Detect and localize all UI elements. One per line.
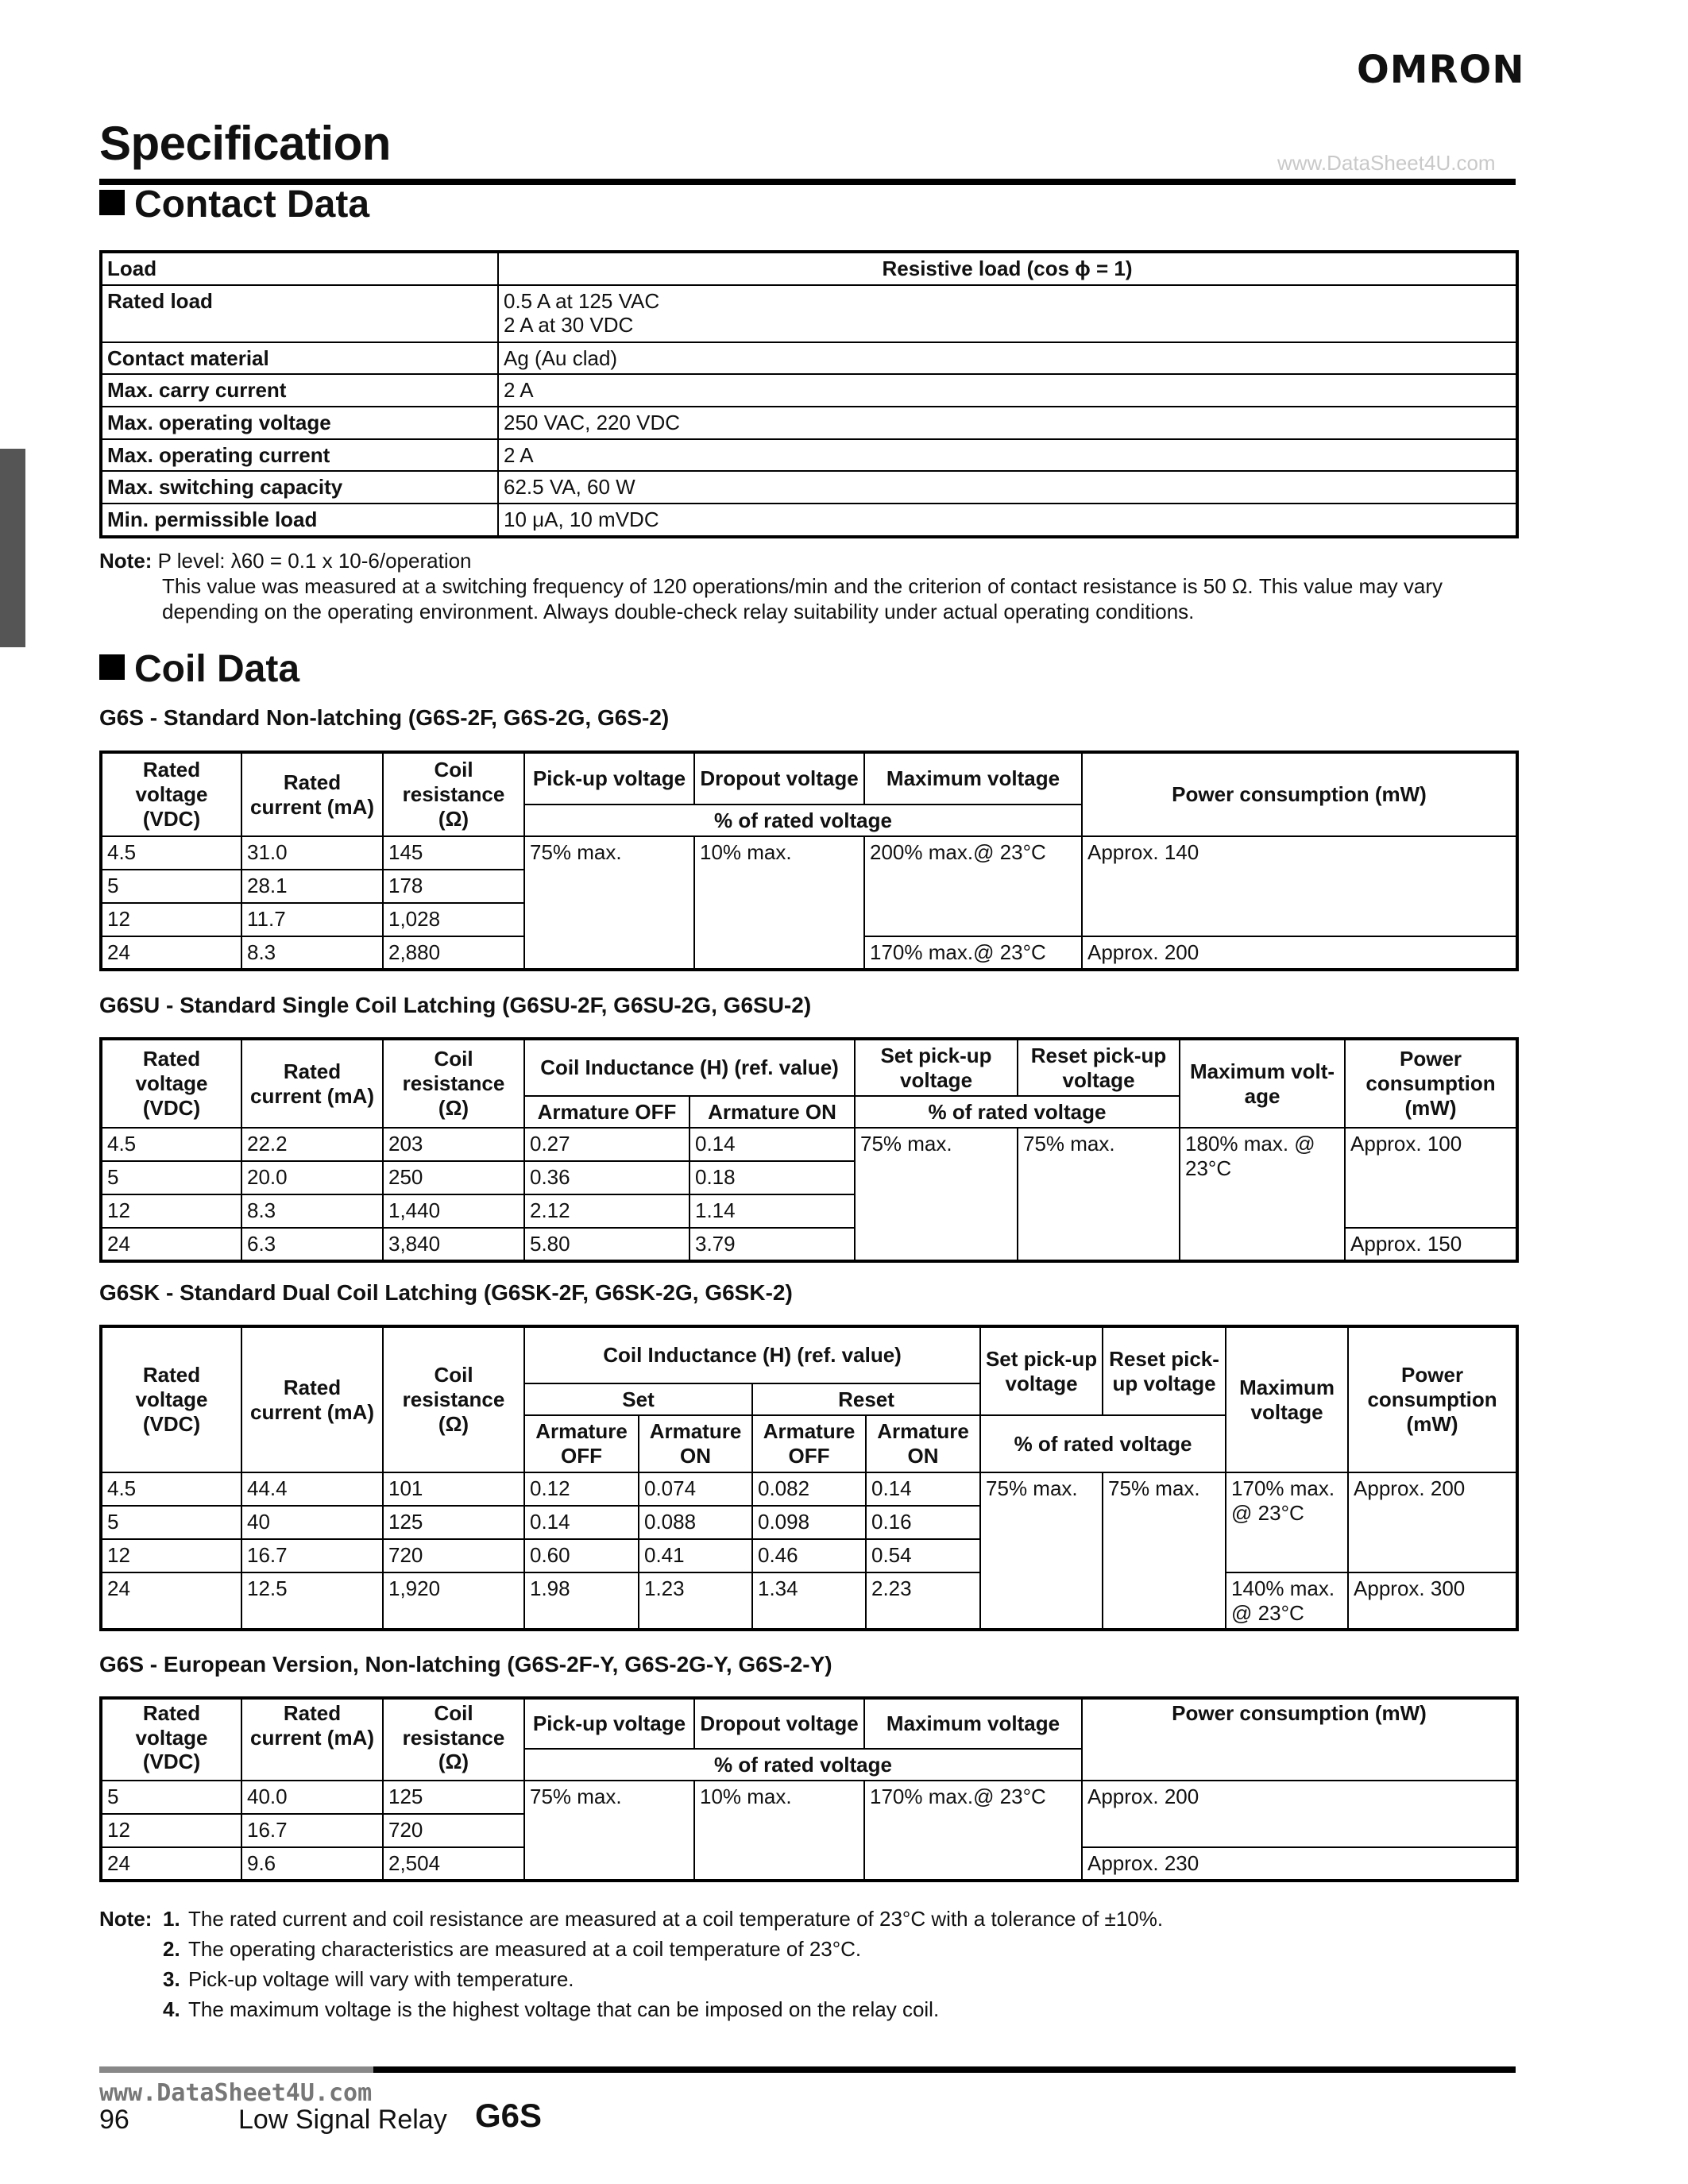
note-item (99, 1997, 1163, 2027)
table-cell: 1.23 (639, 1572, 752, 1630)
header-pickup-voltage: Pick-up voltage (524, 1698, 694, 1749)
header-coil-resistance: Coil resistance (Ω) (383, 752, 524, 836)
table-cell: 12 (101, 1194, 241, 1228)
note-text: The operating characteristics are measured at a coil temperature of 23°C. (188, 1937, 862, 1961)
table-cell: Contact material (101, 342, 498, 375)
footer-model: G6S (475, 2097, 543, 2134)
pickup-cell: 75% max. (524, 836, 694, 970)
table-cell: 24 (101, 1572, 241, 1630)
note-number: 2. (163, 1937, 180, 1961)
note-item (99, 1936, 1163, 1966)
watermark-top[interactable]: www.DataSheet4U.com (1277, 151, 1496, 175)
page-title: Specification (99, 117, 391, 170)
table-cell: 28.1 (241, 870, 383, 903)
rated-load-line-2: 2 A at 30 VDC (504, 313, 634, 338)
table-row (101, 1128, 1517, 1161)
table-row (101, 407, 1517, 439)
table-cell: 125 (383, 1781, 524, 1814)
table-row (101, 504, 1517, 537)
square-bullet-icon (99, 190, 125, 215)
table-cell: 145 (383, 836, 524, 870)
contact-data-heading-text: Contact Data (134, 183, 370, 226)
table-cell: 1,028 (383, 903, 524, 936)
header-reset-pickup: Reset pick-up voltage (1018, 1039, 1180, 1096)
note-item (99, 1906, 1163, 1936)
header-armature-off: Armature OFF (752, 1415, 866, 1472)
table-row (101, 285, 1517, 342)
max-voltage-cell: 170% max.@ 23°C (864, 1781, 1082, 1881)
table-cell: Max. operating current (101, 439, 498, 472)
reset-pickup-cell: 75% max. (1103, 1472, 1226, 1630)
table-cell: Max. carry current (101, 374, 498, 407)
g6sk-table (99, 1325, 1519, 1631)
header-rated-current: Rated current (mA) (241, 1039, 383, 1128)
note-text: The rated current and coil resistance are measured at a coil temperature of 23°C with a tolerance of ±10%. (188, 1907, 1164, 1931)
header-maximum-voltage: Maximum voltage (1226, 1326, 1348, 1472)
note-number: 4. (163, 1997, 180, 2021)
table-cell: 1,440 (383, 1194, 524, 1228)
note-line-1: P level: λ60 = 0.1 x 10-6/operation (157, 549, 472, 573)
table-cell: 11.7 (241, 903, 383, 936)
header-percent-rated: % of rated voltage (980, 1415, 1226, 1472)
omron-logo: OMRON (1357, 48, 1525, 92)
table-cell: 12 (101, 903, 241, 936)
max-voltage-cell: 170% max. @ 23°C (1226, 1472, 1348, 1572)
table-cell: Rated load (101, 285, 498, 342)
table-cell: 8.3 (241, 936, 383, 970)
header-power-consumption: Power consumption (mW) (1345, 1039, 1517, 1128)
bottom-rule-accent (99, 2066, 373, 2073)
note-text: The maximum voltage is the highest voltage that can be imposed on the relay coil. (188, 1997, 940, 2021)
table-cell: 5.80 (524, 1228, 689, 1261)
header-power-consumption: Power consumption (mW) (1348, 1326, 1517, 1472)
table-cell: 5 (101, 870, 241, 903)
table-cell: 203 (383, 1128, 524, 1161)
contact-data-heading (99, 183, 369, 226)
g6s-european-table (99, 1696, 1519, 1882)
table-cell: 4.5 (101, 836, 241, 870)
max-voltage-cell: 180% max. @ 23°C (1180, 1128, 1345, 1261)
header-coil-resistance: Coil resistance (Ω) (383, 1326, 524, 1472)
g6s-standard-subheading: G6S - Standard Non-latching (G6S-2F, G6S-2G, G6S-2) (99, 705, 670, 730)
header-percent-rated: % of rated voltage (524, 1749, 1082, 1781)
table-cell: 0.36 (524, 1161, 689, 1194)
table-cell: 0.46 (752, 1539, 866, 1572)
header-reset: Reset (752, 1383, 980, 1415)
header-dropout-voltage: Dropout voltage (694, 752, 864, 805)
table-cell: 1.34 (752, 1572, 866, 1630)
table-cell: 2,504 (383, 1847, 524, 1881)
power-cell: Approx. 140 (1082, 836, 1517, 936)
table-cell: 6.3 (241, 1228, 383, 1261)
header-set-pickup: Set pick-up voltage (855, 1039, 1018, 1096)
max-voltage-cell: 140% max. @ 23°C (1226, 1572, 1348, 1630)
table-row (101, 342, 1517, 375)
header-rated-voltage: Rated voltage (VDC) (101, 1039, 241, 1128)
table-cell: 178 (383, 870, 524, 903)
contact-note (99, 548, 472, 573)
header-dropout-voltage: Dropout voltage (694, 1698, 864, 1749)
table-cell: 1,920 (383, 1572, 524, 1630)
table-cell: 0.14 (524, 1506, 639, 1539)
header-armature-off: Armature OFF (524, 1096, 689, 1128)
max-voltage-cell: 200% max.@ 23°C (864, 836, 1082, 936)
table-cell: 0.16 (866, 1506, 980, 1539)
table-cell: 44.4 (241, 1472, 383, 1506)
table-row (101, 836, 1517, 870)
max-voltage-cell: 170% max.@ 23°C (864, 936, 1082, 970)
table-cell: 12 (101, 1539, 241, 1572)
dropout-cell: 10% max. (694, 1781, 864, 1881)
header-armature-on: Armature ON (866, 1415, 980, 1472)
header-coil-inductance: Coil Inductance (H) (ref. value) (524, 1326, 980, 1383)
table-cell: 3.79 (689, 1228, 855, 1261)
header-maximum-voltage: Maximum voltage (864, 752, 1082, 805)
header-rated-voltage: Rated voltage (VDC) (101, 1326, 241, 1472)
table-cell: 0.41 (639, 1539, 752, 1572)
table-header-row (101, 1698, 1517, 1749)
table-cell: 24 (101, 1228, 241, 1261)
table-cell: 720 (383, 1814, 524, 1847)
table-cell: 62.5 VA, 60 W (498, 471, 1517, 504)
table-cell: 5 (101, 1161, 241, 1194)
note-number: 1. (163, 1907, 180, 1931)
rated-load-line-1: 0.5 A at 125 VAC (504, 288, 660, 313)
note-line-3: depending on the operating environment. Always double-check relay suitability under actual operating conditions. (162, 600, 1195, 623)
contact-note-body (162, 573, 1520, 624)
table-cell: 0.088 (639, 1506, 752, 1539)
header-power-consumption: Power consumption (mW) (1082, 752, 1517, 836)
table-cell: 40 (241, 1506, 383, 1539)
g6su-table (99, 1037, 1519, 1263)
note-label: Note: (99, 1907, 153, 1931)
table-row (101, 252, 1517, 285)
header-maximum-voltage: Maximum voltage (864, 1698, 1082, 1749)
table-row (101, 1472, 1517, 1506)
pickup-cell: 75% max. (524, 1781, 694, 1881)
header-pickup-voltage: Pick-up voltage (524, 752, 694, 805)
power-cell: Approx. 200 (1082, 1781, 1517, 1847)
table-cell: 24 (101, 936, 241, 970)
table-cell: 0.60 (524, 1539, 639, 1572)
g6su-subheading: G6SU - Standard Single Coil Latching (G6SU-2F, G6SU-2G, G6SU-2) (99, 993, 812, 1017)
table-header-row (101, 1039, 1517, 1096)
header-coil-resistance: Coil resistance (Ω) (383, 1039, 524, 1128)
table-cell: Max. operating voltage (101, 407, 498, 439)
table-cell: Max. switching capacity (101, 471, 498, 504)
table-cell: 0.098 (752, 1506, 866, 1539)
header-armature-off: Armature OFF (524, 1415, 639, 1472)
header-coil-resistance: Coil resistance (Ω) (383, 1698, 524, 1781)
power-cell: Approx. 200 (1082, 936, 1517, 970)
table-row (101, 1572, 1517, 1630)
table-cell: 8.3 (241, 1194, 383, 1228)
header-armature-on: Armature ON (689, 1096, 855, 1128)
table-cell: 12 (101, 1814, 241, 1847)
header-armature-on: Armature ON (639, 1415, 752, 1472)
table-row (101, 374, 1517, 407)
table-cell (498, 285, 1517, 342)
table-cell: 1.98 (524, 1572, 639, 1630)
table-cell: 12.5 (241, 1572, 383, 1630)
table-cell: 2 A (498, 439, 1517, 472)
header-rated-voltage: Rated voltage (VDC) (101, 752, 241, 836)
table-row (101, 439, 1517, 472)
side-tab-marker (0, 449, 25, 647)
header-maximum-voltage: Maximum volt-age (1180, 1039, 1345, 1128)
table-cell: 4.5 (101, 1128, 241, 1161)
coil-data-heading (99, 647, 299, 691)
table-header-row (101, 752, 1517, 805)
table-cell: 2 A (498, 374, 1517, 407)
set-pickup-cell: 75% max. (980, 1472, 1103, 1630)
table-cell: Resistive load (cos ϕ = 1) (498, 252, 1517, 285)
footer-product-type: Low Signal Relay (238, 2105, 447, 2135)
table-cell: 0.074 (639, 1472, 752, 1506)
table-cell: 9.6 (241, 1847, 383, 1881)
page-number: 96 (99, 2105, 129, 2135)
contact-data-table (99, 250, 1519, 538)
header-rated-current: Rated current (mA) (241, 1326, 383, 1472)
table-cell: 40.0 (241, 1781, 383, 1814)
table-cell: 5 (101, 1781, 241, 1814)
note-line-2: This value was measured at a switching frequency of 120 operations/min and the criterion of contact resistance is 50 Ω. This value may vary (162, 574, 1443, 598)
note-number: 3. (163, 1967, 180, 1991)
table-cell: Ag (Au clad) (498, 342, 1517, 375)
table-cell: 4.5 (101, 1472, 241, 1506)
table-cell: 5 (101, 1506, 241, 1539)
table-row (101, 471, 1517, 504)
table-cell: 720 (383, 1539, 524, 1572)
table-cell: 22.2 (241, 1128, 383, 1161)
note-item (99, 1966, 1163, 1997)
reset-pickup-cell: 75% max. (1018, 1128, 1180, 1261)
table-cell: 10 μA, 10 mVDC (498, 504, 1517, 537)
table-cell: 0.14 (689, 1128, 855, 1161)
header-percent-rated: % of rated voltage (524, 805, 1082, 836)
header-set-pickup: Set pick-up voltage (980, 1326, 1103, 1415)
table-cell: 16.7 (241, 1539, 383, 1572)
table-cell: 0.27 (524, 1128, 689, 1161)
table-cell: 2,880 (383, 936, 524, 970)
set-pickup-cell: 75% max. (855, 1128, 1018, 1261)
header-power-consumption: Power consumption (mW) (1082, 1698, 1517, 1781)
table-cell: 250 (383, 1161, 524, 1194)
note-label: Note: (99, 549, 153, 573)
power-cell: Approx. 300 (1348, 1572, 1517, 1630)
power-cell: Approx. 150 (1345, 1228, 1517, 1261)
table-cell: 2.23 (866, 1572, 980, 1630)
table-row (101, 1781, 1517, 1814)
table-cell: 3,840 (383, 1228, 524, 1261)
header-rated-voltage: Rated voltage (VDC) (101, 1698, 241, 1781)
table-header-row (101, 1326, 1517, 1383)
header-set: Set (524, 1383, 752, 1415)
table-cell: Load (101, 252, 498, 285)
header-percent-rated: % of rated voltage (855, 1096, 1180, 1128)
watermark-bottom[interactable]: www.DataSheet4U.com (99, 2079, 373, 2107)
dropout-cell: 10% max. (694, 836, 864, 970)
table-cell: 2.12 (524, 1194, 689, 1228)
square-bullet-icon (99, 654, 125, 680)
table-cell: Min. permissible load (101, 504, 498, 537)
table-cell: 0.14 (866, 1472, 980, 1506)
table-cell: 0.54 (866, 1539, 980, 1572)
table-cell: 125 (383, 1506, 524, 1539)
table-cell: 101 (383, 1472, 524, 1506)
table-cell: 250 VAC, 220 VDC (498, 407, 1517, 439)
g6s-standard-table (99, 751, 1519, 971)
power-cell: Approx. 200 (1348, 1472, 1517, 1572)
table-cell: 0.18 (689, 1161, 855, 1194)
table-cell: 16.7 (241, 1814, 383, 1847)
header-rated-current: Rated current (mA) (241, 752, 383, 836)
power-cell: Approx. 230 (1082, 1847, 1517, 1881)
header-coil-inductance: Coil Inductance (H) (ref. value) (524, 1039, 855, 1096)
table-cell: 20.0 (241, 1161, 383, 1194)
table-cell: 24 (101, 1847, 241, 1881)
power-cell: Approx. 100 (1345, 1128, 1517, 1228)
g6sk-subheading: G6SK - Standard Dual Coil Latching (G6SK-2F, G6SK-2G, G6SK-2) (99, 1280, 793, 1305)
note-text: Pick-up voltage will vary with temperature. (188, 1967, 574, 1991)
coil-notes (99, 1906, 1163, 2027)
header-reset-pickup: Reset pick-up voltage (1103, 1326, 1226, 1415)
header-rated-current: Rated current (mA) (241, 1698, 383, 1781)
table-cell: 31.0 (241, 836, 383, 870)
table-cell: 1.14 (689, 1194, 855, 1228)
table-cell: 0.082 (752, 1472, 866, 1506)
table-cell: 0.12 (524, 1472, 639, 1506)
coil-data-heading-text: Coil Data (134, 648, 300, 690)
g6s-european-subheading: G6S - European Version, Non-latching (G6S-2F-Y, G6S-2G-Y, G6S-2-Y) (99, 1652, 832, 1677)
